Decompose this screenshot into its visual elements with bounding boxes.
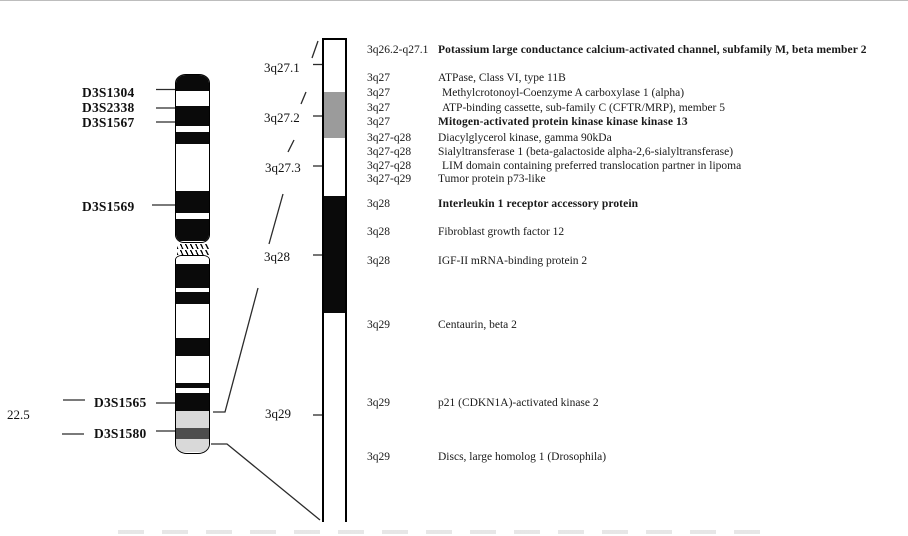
gene-row-name: ATPase, Class VI, type 11B xyxy=(438,72,566,84)
gene-row xyxy=(367,226,564,238)
zoom-connector-top-seg4 xyxy=(301,92,306,104)
gene-row xyxy=(367,198,638,210)
expanded-region-bar xyxy=(322,38,347,522)
band-label-3q27-2: 3q27.2 xyxy=(264,110,300,125)
gene-row-band: 3q26.2-q27.1 xyxy=(367,44,429,56)
zoom-connector-top-seg5 xyxy=(312,41,318,58)
gene-row xyxy=(367,44,867,56)
gene-row-name: p21 (CDKN1A)-activated kinase 2 xyxy=(438,397,599,409)
gene-row-name: ATP-binding cassette, sub-family C (CFTR/MRP), member 5 xyxy=(442,102,726,114)
gene-row-name: Fibroblast growth factor 12 xyxy=(438,226,565,238)
band-label-3q27-1: 3q27.1 xyxy=(264,60,300,75)
zoom-connector-top-seg3 xyxy=(288,140,294,152)
gene-row xyxy=(367,116,688,128)
gene-row-name: Interleukin 1 receptor accessory protein xyxy=(438,198,639,210)
gene-row-band: 3q28 xyxy=(367,226,390,238)
gene-row-band: 3q27-q28 xyxy=(367,146,412,158)
zoom-connector-top-seg1 xyxy=(213,288,258,412)
gene-row-name: Diacylglycerol kinase, gamma 90kDa xyxy=(438,132,612,144)
gene-row xyxy=(367,146,733,158)
cropped-caption-artifact xyxy=(118,530,768,534)
gene-row xyxy=(367,397,599,409)
gene-row xyxy=(367,451,606,463)
gene-row xyxy=(367,319,517,331)
band-label-3q27-3: 3q27.3 xyxy=(265,160,301,175)
gene-row-name: Sialyltransferase 1 (beta-galactoside alpha-2,6-sialyltransferase) xyxy=(438,146,734,158)
gene-row-band: 3q27-q28 xyxy=(367,160,412,172)
gene-row xyxy=(367,87,684,99)
gene-row xyxy=(367,132,612,144)
chromosome-ideogram-top-arm xyxy=(175,74,210,243)
band-label-3q28: 3q28 xyxy=(264,249,290,264)
marker-label-d3s1580: D3S1580 xyxy=(94,426,147,441)
gene-row-name: Mitogen-activated protein kinase kinase kinase 13 xyxy=(438,116,688,128)
gene-row-band: 3q27 xyxy=(367,116,390,128)
distance-label: 22.5 xyxy=(7,407,30,422)
gene-row-band: 3q27 xyxy=(367,72,390,84)
gene-row-name: IGF-II mRNA-binding protein 2 xyxy=(438,255,588,267)
marker-label-d3s1569: D3S1569 xyxy=(82,199,135,214)
gene-row-name: Discs, large homolog 1 (Drosophila) xyxy=(438,451,607,463)
gene-row-band: 3q27 xyxy=(367,87,390,99)
gene-row-name: Methylcrotonoyl-Coenzyme A carboxylase 1 (alpha) xyxy=(442,87,685,99)
gene-row xyxy=(367,72,566,84)
gene-row-name: Potassium large conductance calcium-activated channel, subfamily M, beta member 2 xyxy=(438,44,867,56)
gene-row-name: LIM domain containing preferred translocation partner in lipoma xyxy=(442,160,742,172)
gene-row-name: Centaurin, beta 2 xyxy=(438,319,517,331)
gene-row xyxy=(367,102,725,114)
gene-row-band: 3q28 xyxy=(367,255,390,267)
centromere-hatch-upper xyxy=(177,244,210,249)
gene-row xyxy=(367,160,741,172)
gene-row-band: 3q29 xyxy=(367,451,390,463)
marker-label-d3s1565: D3S1565 xyxy=(94,395,147,410)
band-label-3q29: 3q29 xyxy=(265,406,291,421)
gene-row-band: 3q27 xyxy=(367,102,390,114)
gene-row-band: 3q27-q29 xyxy=(367,173,412,185)
gene-row-band: 3q29 xyxy=(367,397,390,409)
gene-row-band: 3q29 xyxy=(367,319,390,331)
chromosome-ideogram-bottom-arm xyxy=(175,255,210,454)
marker-label-d3s1304: D3S1304 xyxy=(82,85,135,100)
marker-label-d3s2338: D3S2338 xyxy=(82,100,135,115)
zoom-connector-bottom xyxy=(211,444,320,520)
zoom-connector-top-seg2 xyxy=(269,194,283,244)
gene-row-band: 3q27-q28 xyxy=(367,132,412,144)
marker-label-d3s1567: D3S1567 xyxy=(82,115,135,130)
gene-row xyxy=(367,255,587,267)
gene-row-name: Tumor protein p73-like xyxy=(438,173,546,185)
gene-row xyxy=(367,173,546,185)
gene-row-band: 3q28 xyxy=(367,198,390,210)
